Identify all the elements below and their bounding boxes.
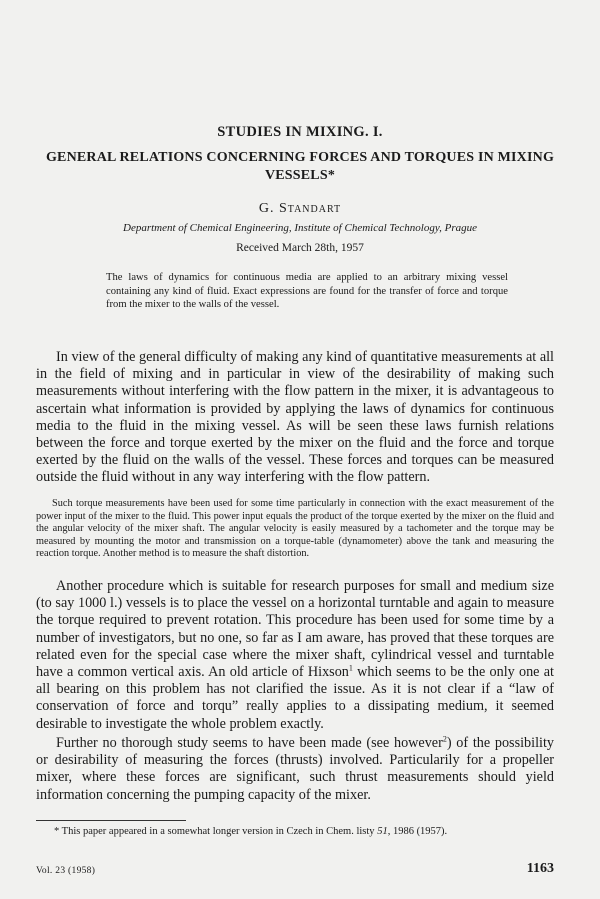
- body-paragraph-3: [36, 735, 554, 804]
- footnote-text-a: * This paper appeared in a somewhat longer version in Czech in Chem. listy: [54, 826, 378, 837]
- journal-volume: Vol. 23 (1958): [36, 866, 96, 876]
- footnote-volume: 51: [377, 826, 388, 837]
- reference-marker-1: 1: [348, 663, 353, 673]
- small-print-paragraph: Such torque measurements have been used for some time particularly in connection with the exact measurement of the power input of the mixer to the fluid. This power input equals the product of the torque exerted by the mixer on the fluid and the angular velocity of the mixer shaft. The angular velocity is easily measured by a tachometer and the torque may be measured by mounting the motor and transmission on a torque-table (dynamometer) above the tank and measuring the reaction torque. Another method is to measure the shaft distortion.: [36, 498, 554, 560]
- paragraph-3-text-a: Further no thorough study seems to have been made (see however: [56, 735, 443, 751]
- paragraph-3-text-b: ) of the possibility or desirability of measuring the forces (thrusts) involved. Particularily for a propeller mixer, where these forces are significant, such thrust measurements should yield information concerning the pumping capacity of the mixer.: [36, 735, 554, 803]
- author-surname: Standart: [278, 201, 342, 216]
- footnote-text-b: , 1986 (1957).: [387, 826, 448, 837]
- footnote: [54, 826, 554, 837]
- body-paragraph-1: In view of the general difficulty of making any kind of quantitative measurements at all in the field of mixing and in particular in view of the desirability of making such measurements without interfering with the flow pattern in the mixer, it is advantageous to ascertain what information is provided by applying the laws of dynamics for continuous media to the fluid in the mixing vessel. As will be seen these laws furnish relations between the force and torque exerted by the mixer on the fluid and the force and torque exerted by the fluid on the walls of the vessel. These forces and torques can be measured outside the fluid without in any way interfering with the flow pattern.: [36, 349, 554, 486]
- author: [0, 201, 600, 217]
- paragraph-2-text-b: which seems to be the only one at all bearing on this problem has not clarified the issue. As it is not clear if a “law of conservation of force and torqu” really applies to a dissipating medium, it seemed desirable to investigate the whole problem exactly.: [36, 664, 554, 732]
- paragraph-2-text-a: Another procedure which is suitable for research purposes for small and medium size (to say 1000 l.) vessels is to place the vessel on a horizontal turntable and again to measure the torque required to prevent rotation. This procedure has been used for some time by a number of investigators, but no one, so far as I am aware, has proved that these torques are related even for the special case where the mixer shaft, cylindrical vessel and turntable have a common vertical axis. An old article of Hixson: [36, 578, 554, 681]
- page-number: 1163: [526, 861, 554, 876]
- affiliation: Department of Chemical Engineering, Institute of Chemical Technology, Prague: [123, 222, 477, 234]
- reference-marker-2: 2: [442, 734, 447, 744]
- footnote-divider: [36, 820, 186, 821]
- received-date: Received March 28th, 1957: [236, 242, 364, 254]
- paper-title: GENERAL RELATIONS CONCERNING FORCES AND TORQUES IN MIXING VESSELS*: [45, 150, 555, 183]
- body-paragraph-2: [36, 578, 554, 733]
- author-initial: G.: [258, 201, 279, 216]
- paper-title-series: STUDIES IN MIXING. I.: [217, 124, 383, 140]
- abstract: The laws of dynamics for continuous media are applied to an arbitrary mixing vessel containing any kind of fluid. Exact expressions are found for the transfer of force and torque from the mixer to the walls of the vessel.: [106, 272, 508, 310]
